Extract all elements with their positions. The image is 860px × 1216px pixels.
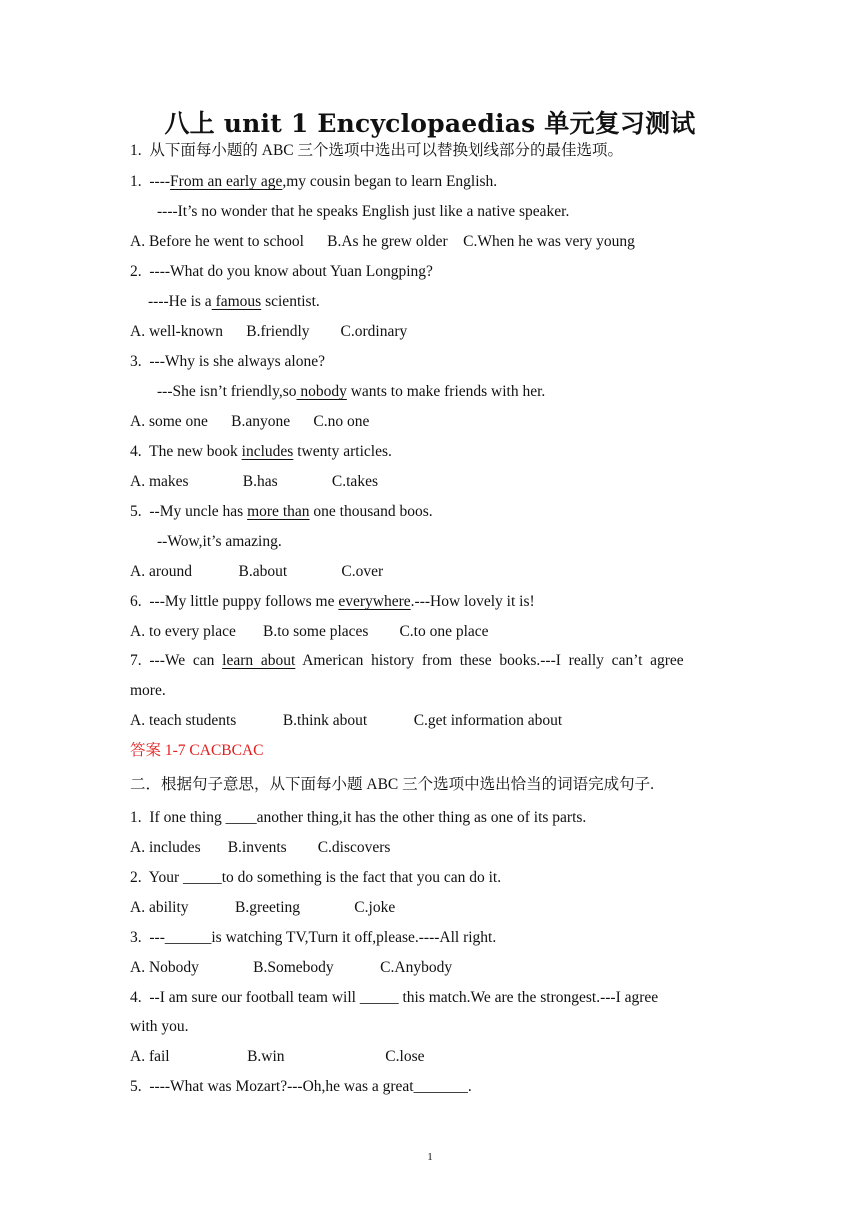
text-run: ,my cousin began to learn English. bbox=[282, 173, 498, 190]
s2-question-3: 3. ---______is watching TV,Turn it off,please.----All right. bbox=[130, 929, 497, 946]
s2-question-1: 1. If one thing ____another thing,it has the other thing as one of its parts. bbox=[130, 809, 587, 826]
page-title: 八上 unit 1 Encyclopaedias 单元复习测试 bbox=[164, 109, 696, 138]
section-2-heading: 二．根据句子意思，从下面每小题 ABC 三个选项中选出恰当的词语完成句子. bbox=[130, 776, 654, 793]
underlined-phrase: famous bbox=[211, 293, 262, 310]
page-number: 1 bbox=[427, 1151, 433, 1163]
text-run: twenty articles. bbox=[293, 443, 392, 460]
underlined-phrase: From an early age bbox=[170, 173, 283, 190]
s2-question-2-options: A. ability B.greeting C.joke bbox=[130, 899, 396, 916]
question-7-options: A. teach students B.think about C.get information about bbox=[130, 712, 563, 729]
question-7-line-2: more. bbox=[130, 682, 166, 699]
question-2-line-2 bbox=[148, 292, 320, 312]
question-3-options: A. some one B.anyone C.no one bbox=[130, 413, 370, 430]
question-4-options: A. makes B.has C.takes bbox=[130, 473, 378, 490]
question-5-line-1 bbox=[130, 502, 433, 522]
question-7-line-1 bbox=[130, 651, 684, 671]
underlined-phrase: everywhere bbox=[338, 593, 411, 610]
question-2-line-1: 2. ----What do you know about Yuan Longping? bbox=[130, 263, 433, 280]
question-1-line-2: ----It’s no wonder that he speaks English just like a native speaker. bbox=[157, 203, 570, 220]
question-3-line-1: 3. ---Why is she always alone? bbox=[130, 353, 325, 370]
question-4-line-1 bbox=[130, 442, 392, 462]
text-run: 7. ---We can bbox=[130, 652, 223, 669]
s2-question-4: 4. --I am sure our football team will _____ this match.We are the strongest.---I agree bbox=[130, 989, 659, 1006]
underlined-phrase: nobody bbox=[296, 383, 347, 400]
underlined-phrase: learn about bbox=[222, 652, 296, 669]
text-run: scientist. bbox=[261, 293, 320, 310]
text-run: 5. --My uncle has bbox=[130, 503, 248, 520]
text-run: ----He is a bbox=[148, 293, 212, 310]
s2-question-5: 5. ----What was Mozart?---Oh,he was a great_______. bbox=[130, 1078, 472, 1095]
text-run: .---How lovely it is! bbox=[410, 593, 535, 610]
answer-key: 答案 1-7 CACBCAC bbox=[130, 742, 264, 759]
s2-question-4-options: A. fail B.win C.lose bbox=[130, 1048, 425, 1065]
text-run: American history from these books.---I really can’t agree bbox=[295, 652, 684, 669]
underlined-phrase: includes bbox=[241, 443, 294, 460]
underlined-phrase: more than bbox=[247, 503, 310, 520]
question-5-options: A. around B.about C.over bbox=[130, 563, 384, 580]
text-run: 6. ---My little puppy follows me bbox=[130, 593, 339, 610]
text-run: ---She isn’t friendly,so bbox=[157, 383, 297, 400]
question-6-options: A. to every place B.to some places C.to one place bbox=[130, 623, 489, 640]
s2-question-3-options: A. Nobody B.Somebody C.Anybody bbox=[130, 959, 453, 976]
s2-question-1-options: A. includes B.invents C.discovers bbox=[130, 839, 391, 856]
s2-question-4-line-2: with you. bbox=[130, 1018, 189, 1035]
question-5-line-2: --Wow,it’s amazing. bbox=[157, 533, 282, 550]
question-1-line-1 bbox=[130, 172, 497, 192]
question-3-line-2 bbox=[157, 382, 545, 402]
text-run: wants to make friends with her. bbox=[346, 383, 546, 400]
question-1-options: A. Before he went to school B.As he grew older C.When he was very young bbox=[130, 233, 635, 250]
question-2-options: A. well-known B.friendly C.ordinary bbox=[130, 323, 408, 340]
text-run: 1. ---- bbox=[130, 173, 171, 190]
s2-question-2: 2. Your _____to do something is the fact that you can do it. bbox=[130, 869, 502, 886]
question-6-line-1 bbox=[130, 592, 535, 612]
text-run: 4. The new book bbox=[130, 443, 242, 460]
section-1-heading: 1. 从下面每小题的 ABC 三个选项中选出可以替换划线部分的最佳选项。 bbox=[130, 142, 623, 159]
text-run: one thousand boos. bbox=[309, 503, 433, 520]
